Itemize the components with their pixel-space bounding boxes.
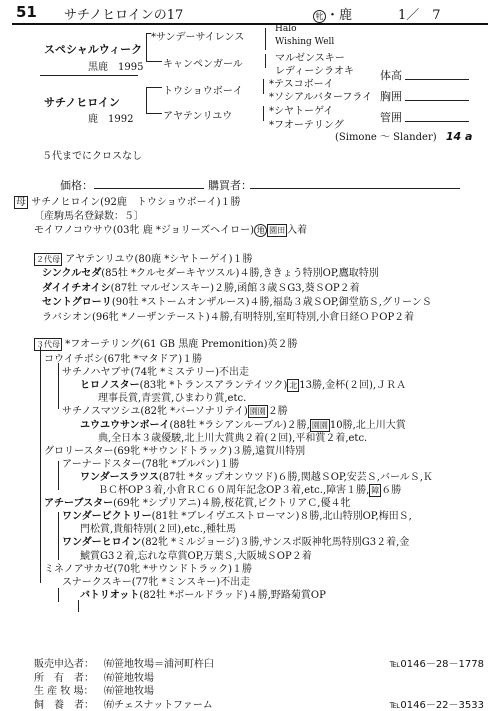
footer-label: 飼 養 者： <box>34 699 94 711</box>
line-record: サチノハヤブサ(74牝 *ミステリー)不出走 <box>62 367 250 379</box>
nick-line <box>335 128 472 143</box>
footer-label: 販売申込者： <box>34 659 94 670</box>
price-field[interactable] <box>94 188 204 189</box>
region-mark: 地 <box>254 224 267 237</box>
dam-sire-dam: *ソシアルバターフライ <box>269 92 373 103</box>
bracket-line <box>146 87 162 88</box>
third-dam-line <box>80 586 326 601</box>
bracket-line <box>263 106 264 121</box>
pedigree-divider <box>40 75 138 76</box>
second-dam-entry <box>42 293 432 308</box>
line-record: 理事長賞,青雲賞,ひまわり賞,etc. <box>98 393 247 405</box>
second-dam-marker: ２代母 <box>36 255 60 264</box>
cross-note: ５代までにクロスなし <box>42 151 142 162</box>
birth-date: 1／ 7 <box>398 8 441 23</box>
line-horse-name: ワンダービクトリー <box>62 511 152 523</box>
chest-label: 胸囲 <box>380 90 402 103</box>
sire-sire-sire: Halo <box>275 24 297 34</box>
line-horse-name: ワンダースラツス <box>80 471 159 483</box>
line-record: (69牝 *シプリアニ)４勝,桜花賞,ビクトリアＣ,優４牝 <box>113 498 351 510</box>
line-record: 門松賞,貴船特別(２回),etc.,種牡馬 <box>80 524 237 536</box>
dam-line-2: 〔産駒馬名登録数：５〕 <box>34 211 144 222</box>
line-record: (81牡 *ブレイヴエストローマン)８勝,北山特別OP,梅田Ｓ, <box>151 511 412 523</box>
horse-title: サチノヒロインの17 <box>64 8 184 23</box>
bracket-line <box>146 113 162 114</box>
height-label: 体高 <box>380 69 402 82</box>
third-dam-text: *フオーテリング(61 GB 黒鹿 Premonition)英２勝 <box>65 339 298 350</box>
dam-sire-sire: *テスコボーイ <box>269 79 334 90</box>
line-record-tail: 13勝,金杯(２回),ＪＲＡ <box>299 380 407 392</box>
coat-color: ・鹿 <box>326 8 353 23</box>
dam-line-3 <box>34 221 307 237</box>
third-dam-header <box>34 335 298 351</box>
sire-dam-dam: レディーシラオキ <box>275 66 354 77</box>
sire-name: スペシャルウィーク <box>44 43 143 56</box>
line-record-tail: ６勝 <box>381 485 402 496</box>
region-box: 園園 <box>311 420 328 430</box>
line-horse-name: バトリオット <box>80 589 140 601</box>
bracket-line <box>146 33 151 34</box>
line-record: (87牡 *タップオンウツド)６勝,関越ＳOP,安芸Ｓ,バールＳ,Ｋ <box>158 471 433 483</box>
nick-text: (Simone ～ Slander) <box>335 132 437 143</box>
footer-value: ㈲笹地牧場＝浦河町杵臼 <box>104 659 214 670</box>
cannon-label: 管囲 <box>380 111 402 124</box>
bracket-line <box>146 87 147 113</box>
tree-line <box>58 588 59 602</box>
bracket-line <box>265 54 266 68</box>
line-record-tail: 10勝,北上川大賞 <box>329 419 406 431</box>
entry-record: (85牡 *クルセダーキヤツスル)４勝,ききょう特別OP,鷹取特別 <box>101 268 379 279</box>
line-record: (88牡 *ラシアンルーブル)２勝, <box>169 419 310 431</box>
entry-name: ダイイチオイシ <box>42 282 111 294</box>
line-record: コウイチボシ(67牝 *マタドア)１勝 <box>44 354 203 365</box>
header-rule <box>12 23 488 25</box>
sire-info: 黒鹿 1995 <box>88 62 144 73</box>
footer-phone: ℡0146－28－1778 <box>389 659 484 670</box>
dam-dam-sire: *シヤトーゲイ <box>269 106 334 117</box>
region-box: 園園 <box>249 407 266 417</box>
footer-label: 所 有 者： <box>34 672 94 684</box>
tree-line <box>58 461 59 490</box>
footer-label: 生 産 牧 場： <box>34 686 94 697</box>
sex-mark: 牝 <box>313 10 326 23</box>
line-record: 鯱賞G3２着,忘れな草賞OP,万葉Ｓ,大阪城ＳOP２着 <box>80 550 312 562</box>
line-horse-name: アチーブスター <box>44 498 114 510</box>
sire-sire-dam: Wishing Well <box>275 37 335 47</box>
dam-foal: モイワノコウサウ(03牝 鹿 *ジョリーズヘイロー) <box>34 225 255 236</box>
bracket-line <box>146 61 162 62</box>
dam-marker: 母 <box>16 197 26 208</box>
height-field[interactable] <box>405 79 469 80</box>
second-dam-text: アヤテンリユウ(80鹿 *シヤトーゲイ)１勝 <box>65 254 253 265</box>
dam-info: 鹿 1992 <box>88 114 134 125</box>
line-record: (83牝 *トランスアランテイツク) <box>139 380 288 392</box>
line-record: ミネノアサカゼ(70牝 *サウンドトラック)１勝 <box>44 563 253 575</box>
nick-code: 14 a <box>445 130 473 143</box>
sire-dam: キャンペンガール <box>163 59 243 70</box>
dam-sire: トウショウボーイ <box>163 86 243 97</box>
tree-line <box>40 347 41 583</box>
third-dam-marker: ３代母 <box>36 340 60 349</box>
dam-name: サチノヒロイン <box>44 96 120 109</box>
entry-name: セントグローリ <box>42 297 112 309</box>
price-label: 価格： <box>60 179 93 192</box>
dam-summary: サチノヒロイン(92鹿 トウショウボーイ)１勝 <box>31 197 241 208</box>
sire-dam-sire: マルゼンスキー <box>275 53 345 64</box>
line-record: スナークスキー(77牝 *ミンスキー)不出走 <box>62 576 251 588</box>
line-record: グロリースター(69牝 *サウンドトラック)３勝,遠賀川特別 <box>44 445 306 457</box>
footer-value: ㈲笹地牧場 <box>104 672 154 684</box>
line-record-tail: ２勝 <box>267 406 288 418</box>
second-dam-entry <box>42 264 379 279</box>
tree-line <box>78 600 79 612</box>
footer-value: ㈲笹地牧場 <box>104 686 154 697</box>
entry-record: (87牡 マルゼンスキー)２勝,函館３歳ＳG3,葵ＳOP２着 <box>110 282 360 294</box>
buyer-field[interactable] <box>250 188 460 189</box>
line-record: (82牡 *ボールドラッド)４勝,野路菊賞OP <box>139 589 326 601</box>
line-record: 典,全日本３歳優駿,北上川大賞典２着(２回),平和賞２着,etc. <box>98 432 368 444</box>
region-box: 園田 <box>269 226 286 235</box>
cannon-field[interactable] <box>405 121 469 122</box>
line-horse-name: ユウユウサンボーイ <box>80 419 170 431</box>
buyer-label: 購買者： <box>208 179 252 192</box>
sex-color <box>313 4 352 23</box>
lot-number: 51 <box>16 3 37 21</box>
second-dam-entry <box>42 279 360 294</box>
tree-line <box>58 363 59 409</box>
sire-sire: *サンデーサイレンス <box>151 32 245 43</box>
bracket-line <box>146 33 147 61</box>
bracket-line <box>263 79 264 94</box>
line-record: アーナードスター(78牝 *ブルパン)１勝 <box>62 458 240 470</box>
bracket-line <box>265 28 266 50</box>
dam-dam-dam: *フオーテリング <box>269 120 344 131</box>
dam-dam: アヤテンリユウ <box>163 111 233 122</box>
second-dam-entry <box>42 308 414 323</box>
footer-value: ㈲チェスナットファーム <box>104 699 213 711</box>
tree-line <box>58 512 59 560</box>
entry-name: シンクルセダ <box>42 268 102 279</box>
dam-foal-result: 入着 <box>287 225 308 236</box>
region-box: 障 <box>371 486 380 495</box>
line-record: ＢＣ杯OP３着,小倉ＲＣ６０周年記念OP３着,etc.,障害１勝, <box>98 485 370 496</box>
entry-record: ラバシオン(96牝 *ノーザンテースト)４勝,有明特別,室町特別,小倉日経ＯＰOP２着 <box>42 311 415 323</box>
region-box: 北 <box>289 381 298 391</box>
line-horse-name: ワンダーヒロイン <box>62 537 142 549</box>
chest-field[interactable] <box>405 100 469 101</box>
footer-phone: ℡0146－22－3533 <box>389 699 484 711</box>
line-record: (82牝 *ミルジョージ)３勝,サンスポ阪神牝馬特別G3２着,金 <box>141 537 410 549</box>
line-record: サチノスマツシユ(82牝 *バーソナリテイ) <box>62 406 248 418</box>
entry-record: (90牡 *ストームオンザルース)４勝,福島３歳ＳOP,御堂筋Ｓ,グリーンＳ <box>111 297 432 309</box>
line-horse-name: ヒロノスター <box>80 380 140 392</box>
